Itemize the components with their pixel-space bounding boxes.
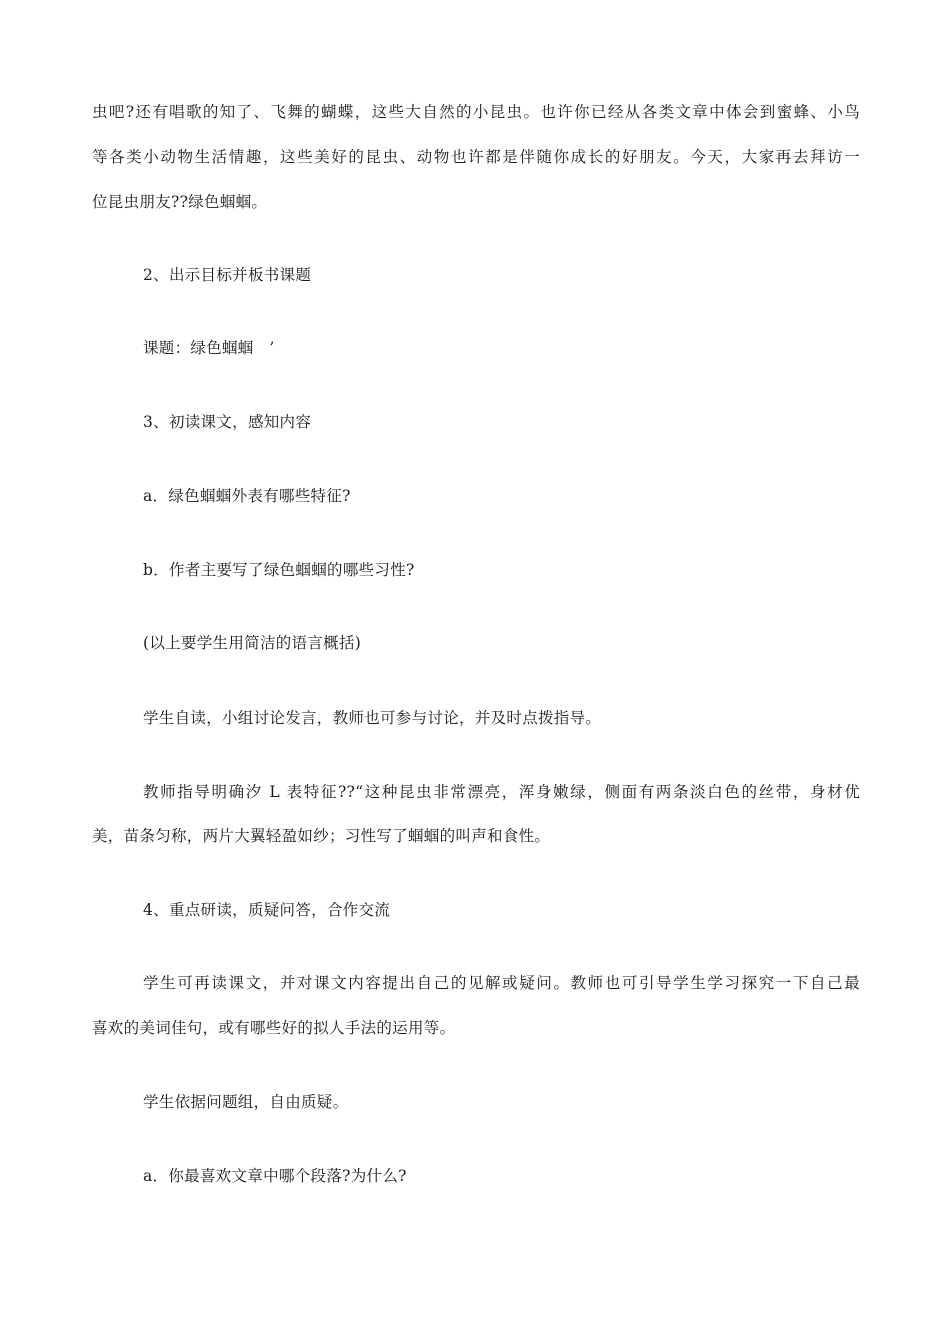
question-a2: a．你最喜欢文章中哪个段落?为什么?: [143, 1167, 407, 1185]
reread-line-2: 喜欢的美词佳句，或有哪些好的拟人手法的运用等。: [92, 1019, 456, 1037]
step-3-heading: 3、初读课文，感知内容: [143, 413, 312, 431]
step-2-heading: 2、出示目标并板书课题: [143, 266, 312, 284]
question-b: b．作者主要写了绿色蝈蝈的哪些习性?: [143, 561, 415, 579]
topic-line: 课题：绿色蝈蝈 ’: [143, 339, 275, 357]
question-group-line: 学生依据问题组，自由质疑。: [143, 1093, 349, 1111]
teacher-guide-line-2: 美，苗条匀称，两片大翼轻盈如纱；习性写了蝈蝈的叫声和食性。: [92, 827, 551, 845]
note-line: (以上要学生用简洁的语言概括): [143, 634, 362, 652]
intro-paragraph-line-2: 等各类小动物生活情趣，这些美好的昆虫、动物也许都是伴随你成长的好朋友。今天，大家再去拜访一: [92, 148, 860, 166]
reread-line-1: 学生可再读课文，并对课文内容提出自己的见解或疑问。教师也可引导学生学习探究一下自己最: [143, 974, 860, 992]
teacher-guide-line-1: 教师指导明确汐 L 表特征??“这种昆虫非常漂亮，浑身嫩绿，侧面有两条淡白色的丝带，身材优: [143, 783, 860, 801]
student-reading-line: 学生自读，小组讨论发言，教师也可参与讨论，并及时点拨指导。: [143, 709, 602, 727]
intro-paragraph-line-1: 虫吧?还有唱歌的知了、飞舞的蝴蝶，这些大自然的小昆虫。也许你已经从各类文章中体会到蜜蜂、小鸟: [92, 103, 860, 121]
question-a: a．绿色蝈蝈外表有哪些特征?: [143, 487, 351, 505]
step-4-heading: 4、重点研读，质疑问答，合作交流: [143, 901, 391, 919]
intro-paragraph-line-3: 位昆虫朋友??绿色蝈蝈。: [92, 193, 268, 211]
